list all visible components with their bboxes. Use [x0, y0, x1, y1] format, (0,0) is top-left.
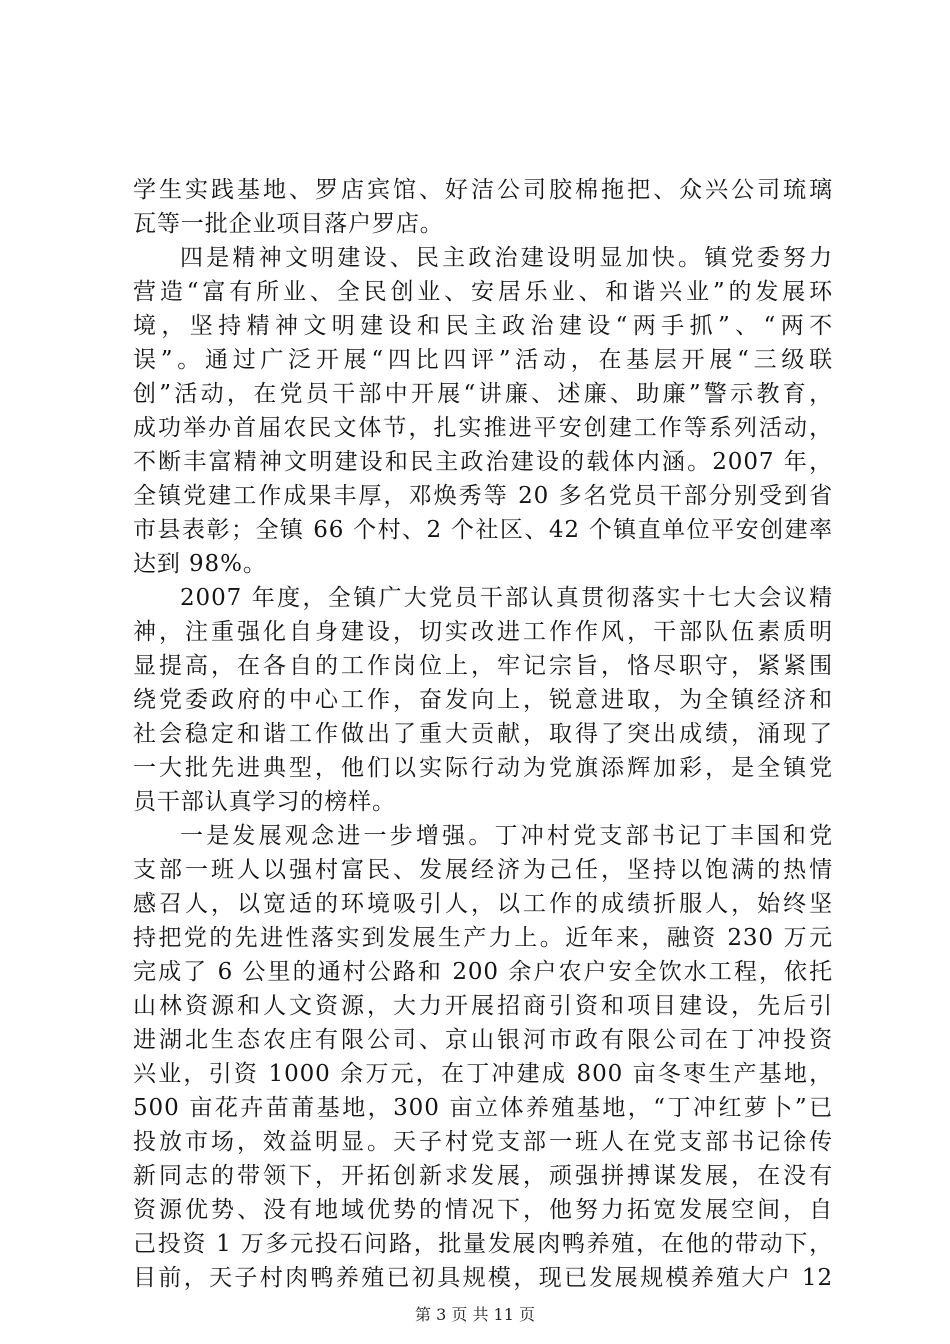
body-text-line: 完成了 6 公里的通村公路和 200 余户农户安全饮水工程，依托	[133, 959, 833, 985]
body-text-line: 瓦等一批企业项目落户罗店。	[133, 211, 444, 237]
body-text-line: 兴业，引资 1000 余万元，在丁冲建成 800 亩冬枣生产基地，	[133, 1061, 833, 1087]
body-text-line: 全镇党建工作成果丰厚，邓焕秀等 20 多名党员干部分别受到省	[133, 483, 833, 509]
body-text-line: 市县表彰；全镇 66 个村、2 个社区、42 个镇直单位平安创建率	[133, 517, 833, 543]
body-text-line: 社会稳定和谐工作做出了重大贡献，取得了突出成绩，涌现了	[133, 721, 833, 747]
body-text-line: 员干部认真学习的榜样。	[133, 789, 396, 815]
body-text-line: 误”。通过广泛开展“四比四评”活动，在基层开展“三级联	[133, 347, 833, 373]
body-text-line: 持把党的先进性落实到发展生产力上。近年来，融资 230 万元	[133, 925, 833, 951]
body-text-line: 资源优势、没有地域优势的情况下，他努力拓宽发展空间，自	[133, 1197, 833, 1223]
paragraph-first-line: 2007 年度，全镇广大党员干部认真贯彻落实十七大会议精	[180, 585, 833, 611]
paragraph-first-line: 四是精神文明建设、民主政治建设明显加快。镇党委努力	[180, 245, 833, 271]
body-text-line: 不断丰富精神文明建设和民主政治建设的载体内涵。2007 年，	[133, 449, 833, 475]
body-text-line: 投放市场，效益明显。天子村党支部一班人在党支部书记徐传	[133, 1129, 833, 1155]
body-text-line: 感召人，以宽适的环境吸引人，以工作的成绩折服人，始终坚	[133, 891, 833, 917]
body-text-line: 己投资 1 万多元投石问路，批量发展肉鸭养殖，在他的带动下，	[133, 1231, 833, 1257]
body-text-line: 绕党委政府的中心工作，奋发向上，锐意进取，为全镇经济和	[133, 687, 833, 713]
body-text-line: 达到 98%。	[133, 551, 267, 577]
body-text-line: 500 亩花卉苗莆基地，300 亩立体养殖基地，“丁冲红萝卜”已	[133, 1095, 833, 1121]
body-text-line: 新同志的带领下，开拓创新求发展，顽强拼搏谋发展，在没有	[133, 1163, 833, 1189]
body-text-line: 营造“富有所业、全民创业、安居乐业、和谐兴业”的发展环	[133, 279, 833, 305]
body-text-line: 目前，天子村肉鸭养殖已初具规模，现已发展规模养殖大户 12	[133, 1265, 833, 1291]
body-text-line: 境，坚持精神文明建设和民主政治建设“两手抓”、“两不	[133, 313, 833, 339]
body-text-line: 一大批先进典型，他们以实际行动为党旗添辉加彩，是全镇党	[133, 755, 833, 781]
paragraph-first-line: 一是发展观念进一步增强。丁冲村党支部书记丁丰国和党	[180, 823, 833, 849]
body-text-line: 成功举办首届农民文体节，扎实推进平安创建工作等系列活动，	[133, 415, 833, 441]
body-text-line: 神，注重强化自身建设，切实改进工作作风，干部队伍素质明	[133, 619, 833, 645]
page-number-footer: 第 3 页 共 11 页	[415, 1305, 535, 1324]
body-text-line: 创”活动，在党员干部中开展“讲廉、述廉、助廉”警示教育，	[133, 381, 833, 407]
body-text-line: 支部一班人以强村富民、发展经济为己任，坚持以饱满的热情	[133, 857, 833, 883]
body-text-line: 显提高，在各自的工作岗位上，牢记宗旨，恪尽职守，紧紧围	[133, 653, 833, 679]
body-text-line: 进湖北生态农庄有限公司、京山银河市政有限公司在丁冲投资	[133, 1027, 833, 1053]
body-text-line: 学生实践基地、罗店宾馆、好洁公司胶棉拖把、众兴公司琉璃	[133, 177, 833, 203]
body-text-line: 山林资源和人文资源，大力开展招商引资和项目建设，先后引	[133, 993, 833, 1019]
